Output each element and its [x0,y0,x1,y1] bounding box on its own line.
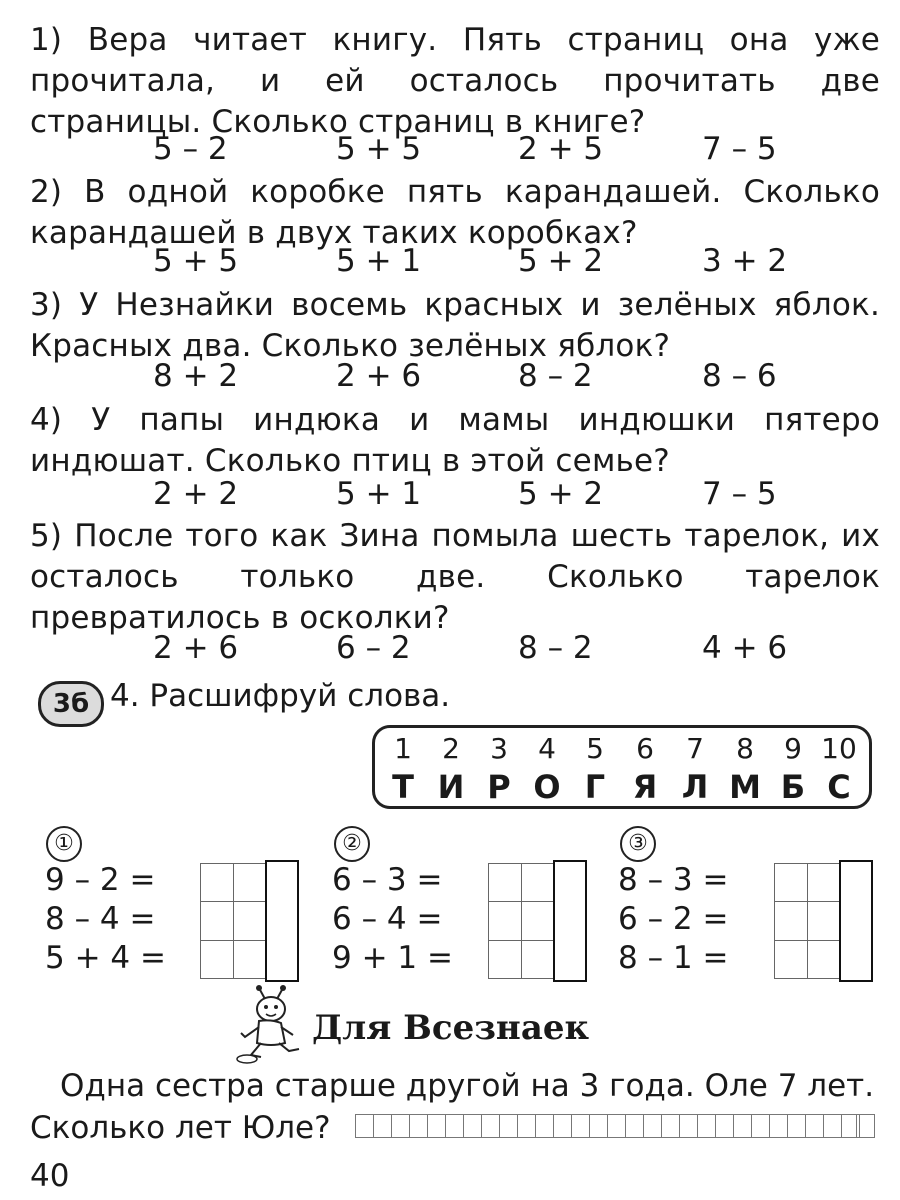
problem-2-options [0,243,900,283]
option[interactable]: 8 – 2 [518,358,593,394]
cipher-letter: Я [632,768,658,806]
answer-grid-3[interactable] [774,863,876,979]
option[interactable]: 7 – 5 [702,131,777,167]
group-marker-2: ② [334,826,370,862]
example: 6 – 2 = [618,901,729,937]
cipher-number: 9 [784,732,802,765]
example: 6 – 3 = [332,862,443,898]
answer-grid-1[interactable] [200,863,302,979]
example: 8 – 1 = [618,940,729,976]
option[interactable]: 6 – 2 [336,630,411,666]
example: 8 – 4 = [45,901,156,937]
cipher-letter: И [437,768,465,806]
option[interactable]: 2 + 6 [336,358,422,394]
option[interactable]: 5 + 1 [336,476,422,512]
option[interactable]: 5 + 2 [518,243,604,279]
problem-1-options [0,131,900,171]
cipher-number: 6 [636,732,654,765]
problem-text: 1) Вера читает книгу. Пять страниц она уже прочитала, и ей осталось прочитать две страницы. Сколько страниц в книге? [30,22,880,140]
group-marker-1: ① [46,826,82,862]
example: 6 – 4 = [332,901,443,937]
cipher-number: 7 [686,732,704,765]
task-title: 4. Расшифруй слова. [110,678,451,714]
example: 5 + 4 = [45,940,166,976]
option[interactable]: 4 + 6 [702,630,788,666]
extra-section-title: Для Всезнаек [312,1008,590,1048]
problem-3 [30,285,880,367]
cipher-letter: Г [584,768,606,806]
group-marker-3: ③ [620,826,656,862]
problem-3-options [0,358,900,398]
problem-5 [30,516,880,639]
cipher-letter: Б [780,768,806,806]
cipher-letter: С [827,768,851,806]
cipher-number: 10 [821,732,857,765]
option[interactable]: 5 – 2 [153,131,228,167]
example: 8 – 3 = [618,862,729,898]
cipher-number: 3 [490,732,508,765]
problem-2 [30,172,880,254]
cipher-letter: О [533,768,561,806]
option[interactable]: 8 – 6 [702,358,777,394]
problem-text: 5) После того как Зина помыла шесть тарелок, их осталось только две. Сколько тарелок превратилось в осколки? [30,518,880,636]
option[interactable]: 3 + 2 [702,243,788,279]
page-number: 40 [30,1158,70,1194]
option[interactable]: 2 + 6 [153,630,239,666]
cipher-key-table [372,725,872,809]
option[interactable]: 5 + 1 [336,243,422,279]
answer-column[interactable] [265,860,299,982]
answer-column[interactable] [553,860,587,982]
answer-column[interactable] [839,860,873,982]
mascot-illustration-icon [233,985,313,1065]
problem-text: 3) У Незнайки восемь красных и зелёных яблок. Красных два. Сколько зелёных яблок? [30,287,880,364]
cipher-number: 2 [442,732,460,765]
task-number-badge: 3б [38,681,104,727]
option[interactable]: 2 + 5 [518,131,604,167]
option[interactable]: 5 + 5 [153,243,239,279]
answer-grid-2[interactable] [488,863,590,979]
option[interactable]: 7 – 5 [702,476,777,512]
cipher-number: 1 [394,732,412,765]
extra-problem-text: Одна сестра старше другой на 3 года. Оле 7 лет. Сколько лет Юле? [30,1068,875,1146]
answer-cells[interactable] [355,1114,875,1138]
cipher-number: 4 [538,732,556,765]
cipher-number: 5 [586,732,604,765]
option[interactable]: 2 + 2 [153,476,239,512]
problem-5-options [0,630,900,670]
problem-text: 4) У папы индюка и мамы индюшки пятеро индюшат. Сколько птиц в этой семье? [30,402,880,479]
cipher-letter: М [729,768,761,806]
problem-1 [30,20,880,143]
cipher-letter: Р [487,768,511,806]
option[interactable]: 5 + 5 [336,131,422,167]
cipher-letter: Л [681,768,709,806]
example: 9 + 1 = [332,940,453,976]
option[interactable]: 8 + 2 [153,358,239,394]
cipher-letter: Т [392,768,414,806]
option[interactable]: 8 – 2 [518,630,593,666]
option[interactable]: 5 + 2 [518,476,604,512]
problem-4-options [0,476,900,516]
example: 9 – 2 = [45,862,156,898]
cipher-number: 8 [736,732,754,765]
problem-4 [30,400,880,482]
problem-text: 2) В одной коробке пять карандашей. Сколько карандашей в двух таких коробках? [30,174,880,251]
